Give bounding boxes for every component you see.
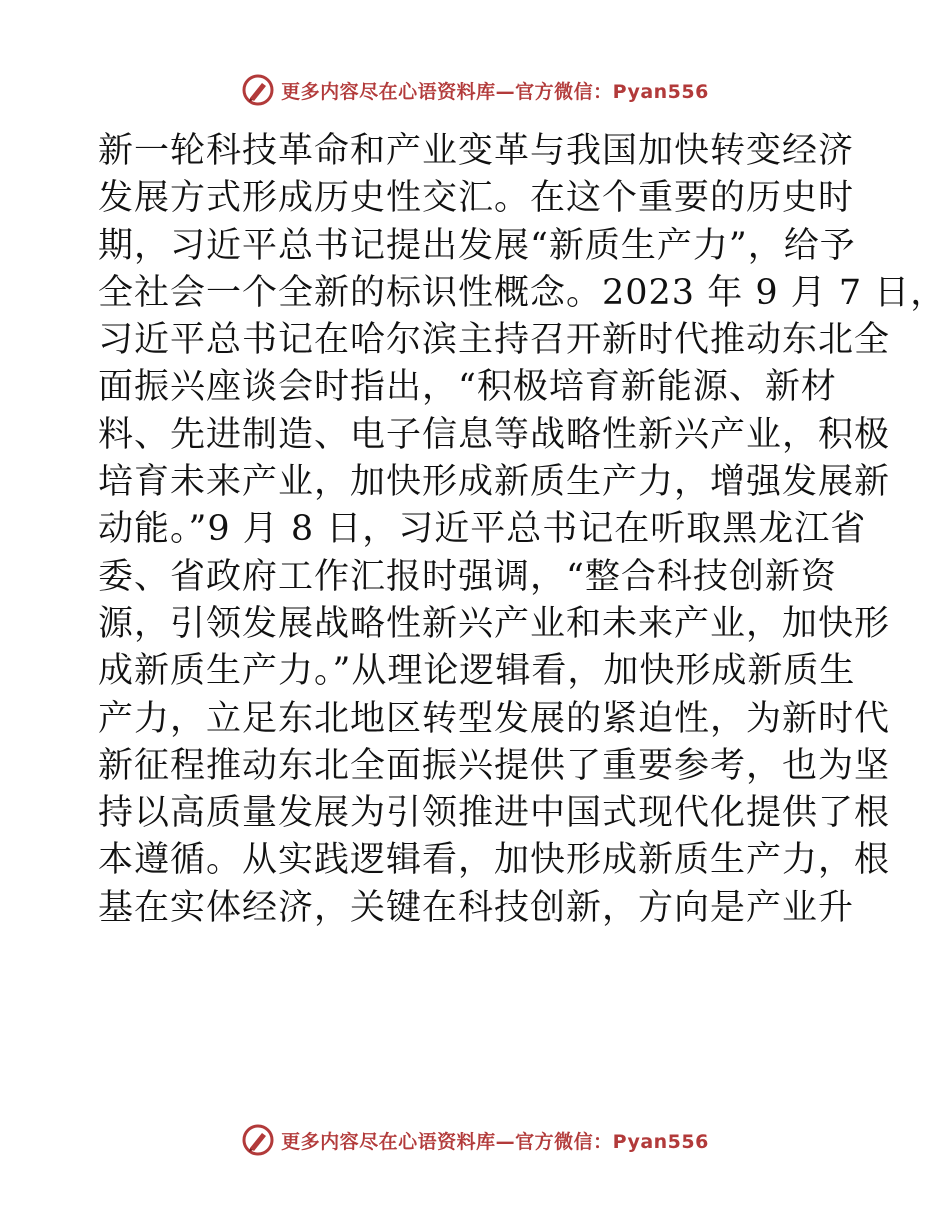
footer-text: [281, 1127, 709, 1154]
body-line: 产力，立足东北地区转型发展的紧迫性，为新时代: [98, 698, 891, 739]
body-line: 发展方式形成历史性交汇。在这个重要的历史时: [98, 178, 855, 219]
body-line: 新一轮科技革命和产业变革与我国加快转变经济: [98, 131, 855, 171]
body-line: 成新质生产力。”从理论逻辑看，加快形成新质生: [98, 651, 856, 692]
body-line: 本遵循。从实践逻辑看，加快形成新质生产力，根: [98, 840, 891, 881]
body-line: 全社会一个全新的标识性概念。2023 年 9 月 7 日，: [98, 272, 947, 313]
body-line: 期，习近平总书记提出发展“新质生产力”，给予: [98, 225, 856, 266]
article-body: [98, 128, 947, 932]
body-line: 基在实体经济，关键在科技创新，方向是产业升: [98, 887, 855, 928]
header-brand: 更多内容尽在心语资料库: [281, 80, 496, 103]
footer-brand: 更多内容尽在心语资料库: [281, 1130, 496, 1153]
header-wechat-id: Pyan556: [612, 80, 709, 103]
body-line: 习近平总书记在哈尔滨主持召开新时代推动东北全: [98, 320, 891, 361]
body-line: 料、先进制造、电子信息等战略性新兴产业，积极: [98, 414, 891, 455]
body-line: 持以高质量发展为引领推进中国式现代化提供了根: [98, 793, 891, 834]
body-line: 源，引领发展战略性新兴产业和未来产业，加快形: [98, 603, 891, 644]
footer-separator: —官方微信：: [495, 1130, 613, 1153]
body-line: 新征程推动东北全面振兴提供了重要参考，也为坚: [98, 745, 891, 786]
pen-circle-logo-icon: [241, 73, 275, 107]
body-line: 委、省政府工作汇报时强调，“整合科技创新资: [98, 556, 837, 597]
header-banner: [0, 70, 950, 110]
header-separator: —官方微信：: [495, 80, 613, 103]
body-line: 面振兴座谈会时指出，“积极培育新能源、新材: [98, 367, 837, 408]
footer-banner: [0, 1120, 950, 1160]
footer-wechat-id: Pyan556: [612, 1130, 709, 1153]
body-line: 培育未来产业，加快形成新质生产力，增强发展新: [98, 462, 891, 503]
body-line: 动能。”9 月 8 日，习近平总书记在听取黑龙江省: [98, 509, 867, 550]
pen-circle-logo-icon: [241, 1123, 275, 1157]
header-text: [281, 77, 709, 104]
